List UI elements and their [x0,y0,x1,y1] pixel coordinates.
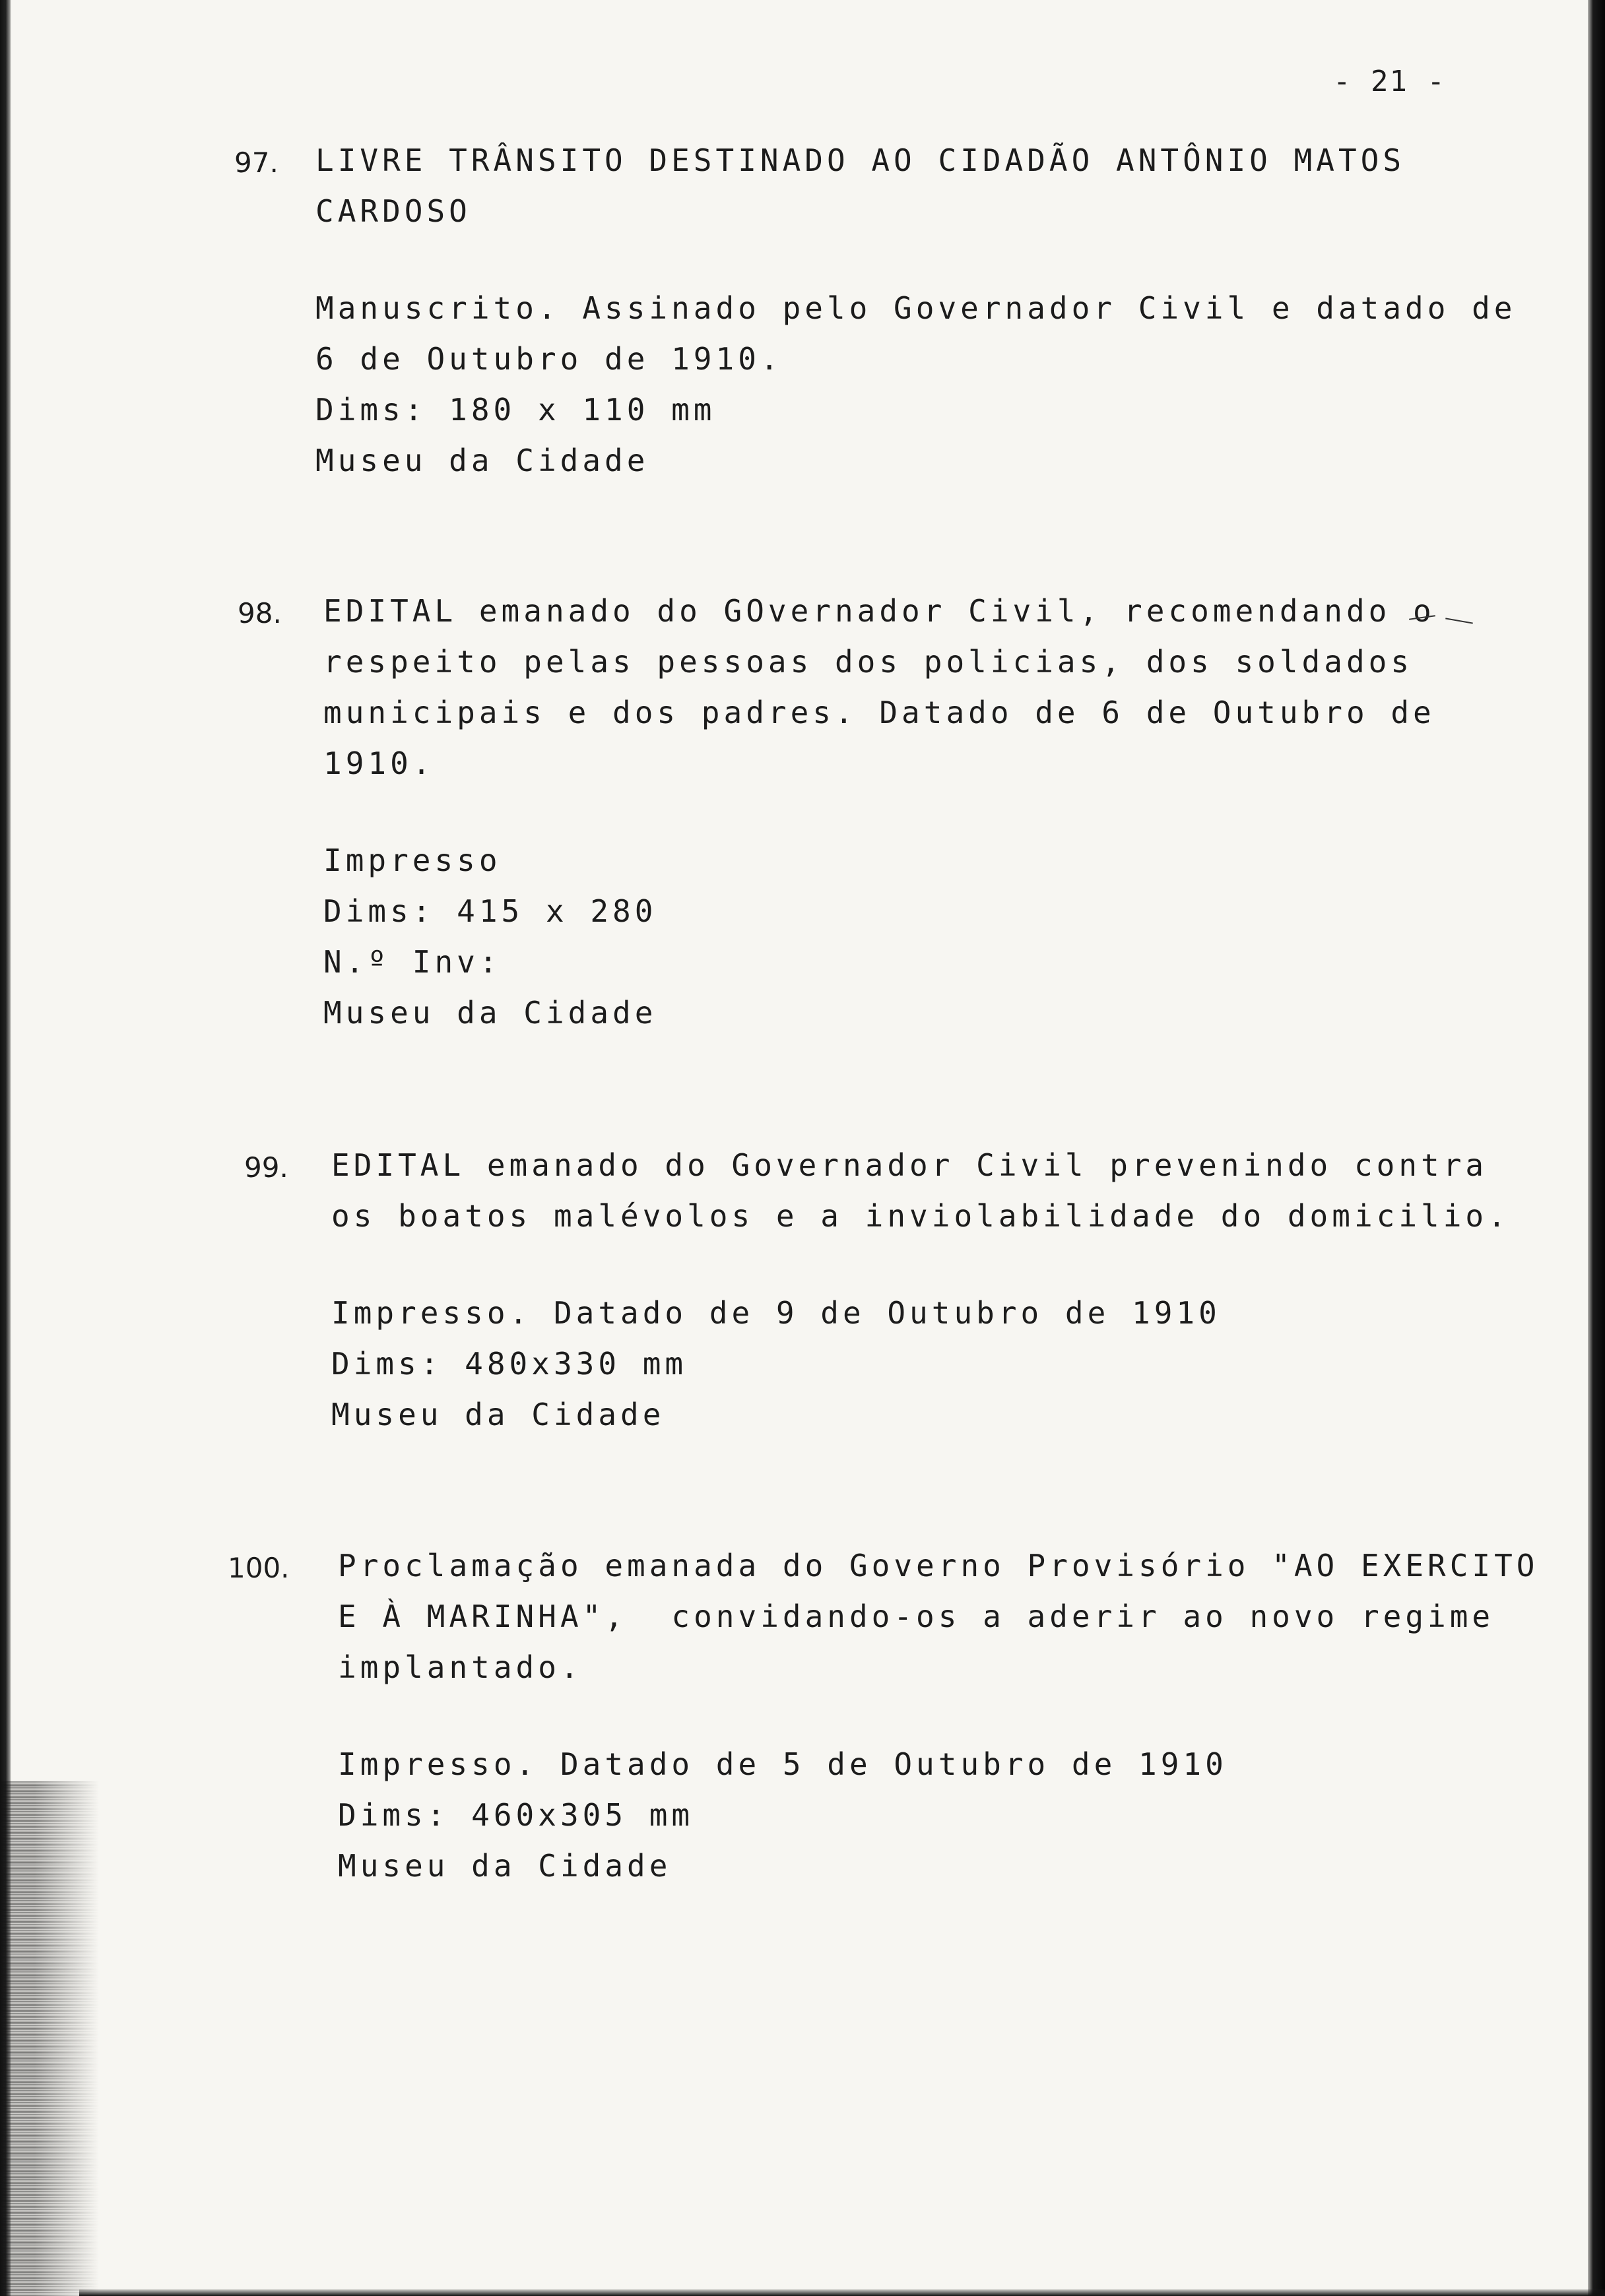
entry-detail-line: Dims: 415 x 280 [323,893,657,929]
entry-title-line: EDITAL emanado do Governador Civil prevenindo contra [331,1147,1488,1183]
entry-detail-line: 6 de Outubro de 1910. [315,341,783,377]
entry-body [331,1140,1510,1440]
entry-title-line: os boatos malévolos e a inviolabilidade do domicilio. [331,1198,1510,1234]
entry-title-line: respeito pelas pessoas dos policias, dos soldados [323,644,1414,680]
entry-body [338,1541,1539,1892]
entry-title-line: LIVRE TRÂNSITO DESTINADO AO CIDADÃO ANTÔNIO MATOS [315,143,1406,178]
entry-title-line: CARDOSO [315,193,471,229]
entry-detail-line: Museu da Cidade [315,443,649,478]
page-number: - 21 - [1333,65,1446,98]
entry-detail-line: Impresso. Datado de 9 de Outubro de 1910 [331,1295,1221,1331]
stray-pen-mark [1445,618,1473,623]
entry-title-line: implantado. [338,1649,583,1685]
entry-detail-line: Museu da Cidade [323,995,657,1031]
entry-detail-line: Museu da Cidade [331,1397,665,1432]
entry-title-line: Proclamação emanada do Governo Provisório "AO EXERCITO [338,1548,1539,1583]
entry-title-line: E À MARINHA", convidando-os a aderir ao novo regime [338,1599,1495,1634]
entry-title-line: municipais e dos padres. Datado de 6 de Outubro de [323,695,1435,730]
entry-detail-line: Dims: 180 x 110 mm [315,392,716,428]
entry-title-line: 1910. [323,746,435,781]
entry-number: 99. [244,1151,288,1184]
entry-body [323,586,1435,1038]
entry-body [315,135,1517,486]
entry-detail-line: N.º Inv: [323,944,502,980]
entry-number: 100. [228,1552,290,1584]
entry-detail-line: Dims: 460x305 mm [338,1797,694,1833]
entry-title-line: EDITAL emanado do GOvernador Civil, recomendando o [323,593,1435,629]
entry-detail-line: Impresso. Datado de 5 de Outubro de 1910 [338,1746,1228,1782]
entry-detail-line: Museu da Cidade [338,1848,672,1884]
entry-number: 97. [234,146,278,179]
entry-detail-line: Impresso [323,843,502,878]
entry-number: 98. [238,597,282,629]
scan-right-edge [1588,0,1605,2296]
entry-detail-line: Manuscrito. Assinado pelo Governador Civil e datado de [315,290,1517,326]
scan-left-edge-noise [0,1781,99,2296]
scan-bottom-edge [79,2289,1605,2296]
entry-detail-line: Dims: 480x330 mm [331,1346,688,1382]
